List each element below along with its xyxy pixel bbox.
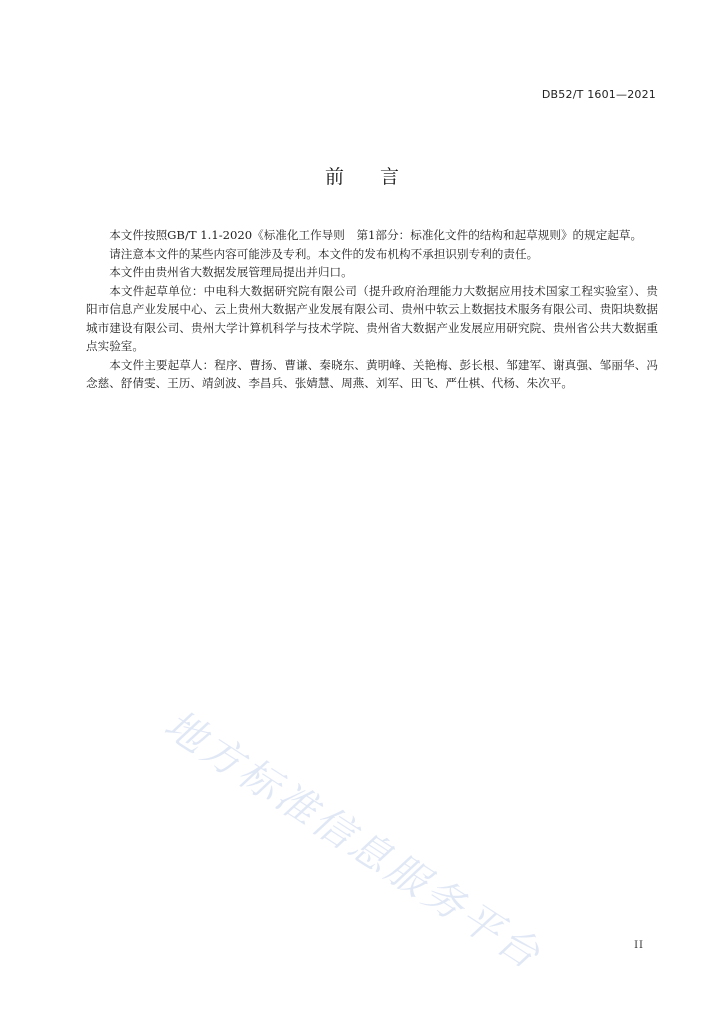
foreword-body xyxy=(86,226,658,393)
paragraph-drafting-basis: 本文件按照GB/T 1.1-2020《标准化工作导则 第1部分：标准化文件的结构和起草规则》的规定起草。 xyxy=(109,228,643,242)
page-title: 前言 xyxy=(324,166,435,188)
page-number: II xyxy=(634,940,644,951)
paragraph-patent-notice: 请注意本文件的某些内容可能涉及专利。本文件的发布机构不承担识别专利的责任。 xyxy=(109,246,539,261)
paragraph-proposer: 本文件由贵州省大数据发展管理局提出并归口。 xyxy=(109,265,353,279)
document-code: DB52/T 1601—2021 xyxy=(541,88,656,101)
paragraph-drafting-organizations: 本文件起草单位：中电科大数据研究院有限公司（提升政府治理能力大数据应用技术国家工程实验室）、贵阳市信息产业发展中心、云上贵州大数据产业发展有限公司、贵州中软云上数据技术服务有限公司、贵阳块数据城市建设有限公司、贵州大学计算机科学与技术学院、贵州省大数据产业发展应用研究院、贵州省公共大数据重点实验室。 xyxy=(86,283,658,353)
watermark: 地方标准信息服务平台 xyxy=(156,701,551,980)
paragraph-drafters: 本文件主要起草人：程序、曹扬、曹谦、秦晓东、黄明峰、关艳梅、彭长根、邹建军、谢真强、邹丽华、冯念慈、舒倩雯、王历、靖剑波、李昌兵、张婧慧、周燕、刘军、田飞、严仕棋、代杨、朱次平。 xyxy=(86,357,658,390)
